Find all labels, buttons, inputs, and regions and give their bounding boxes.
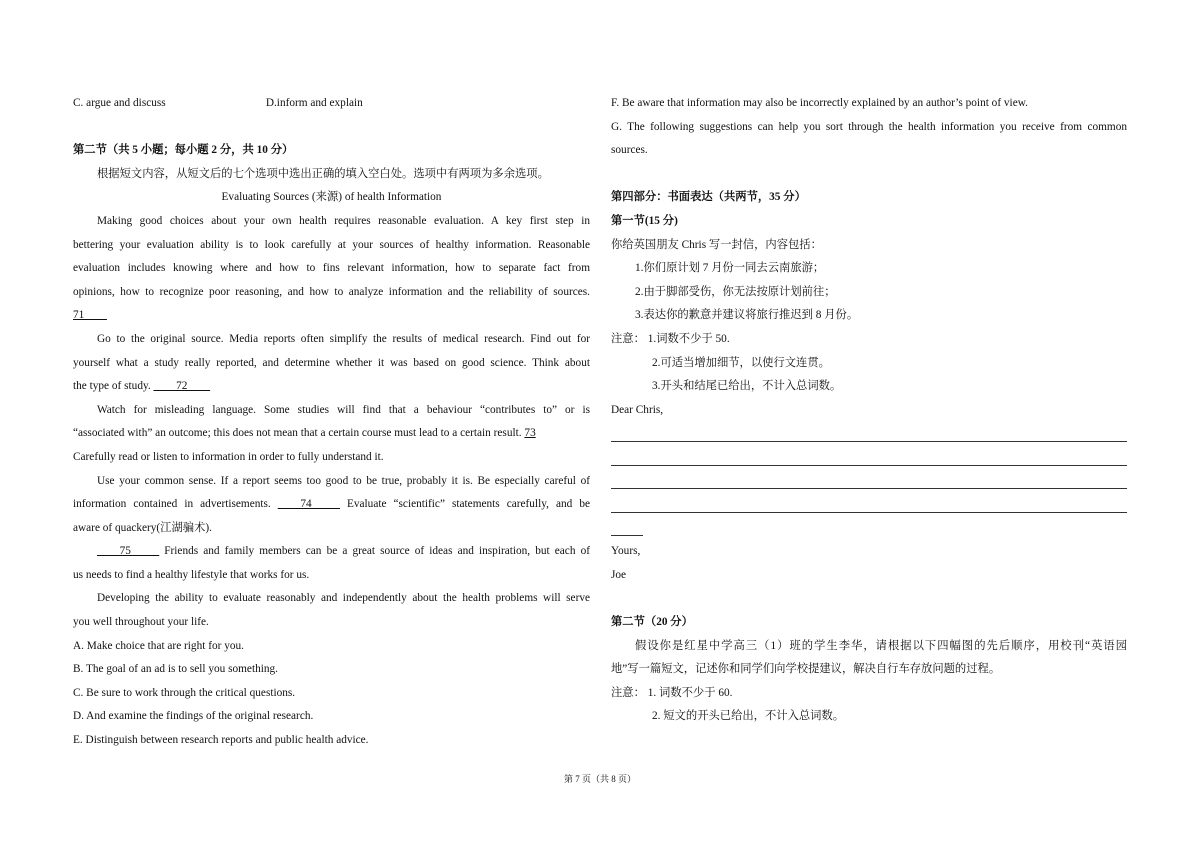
passage-line: bettering your evaluation ability is to look carefully at your sources of healthy information. Reasonable	[73, 238, 590, 251]
section2-prompt: 假设你是红星中学高三（1）班的学生李华，请根据以下四幅图的先后顺序，用校刊“英语园	[635, 639, 1127, 652]
section2-instruction: 根据短文内容，从短文后的七个选项中选出正确的填入空白处。选项中有两项为多余选项。	[97, 167, 549, 180]
answer-option-d: D. And examine the findings of the original research.	[73, 710, 314, 723]
passage-line: us needs to find a healthy lifestyle that works for us.	[73, 568, 310, 581]
option-c: C. argue and discuss	[73, 97, 166, 109]
passage-line: yourself what a study really reported, and determine whether it was based on good science. Think about	[73, 356, 590, 369]
answer-option-g: G. The following suggestions can help you sort through the health information you receive from common	[611, 120, 1127, 133]
section2-note-2: 2. 短文的开头已给出，不计入总词数。	[652, 710, 845, 723]
answer-option-b: B. The goal of an ad is to sell you something.	[73, 663, 278, 676]
passage-line	[73, 422, 590, 446]
section1-note-2: 2.可适当增加细节，以使行文连贯。	[652, 356, 830, 369]
note-label: 注意：	[611, 686, 645, 699]
passage-paragraph-2: Go to the original source. Media reports often simplify the results of medical research. Find out for	[97, 332, 590, 345]
passage-paragraph-5	[73, 540, 590, 564]
passage-text: information contained in advertisements.	[73, 498, 271, 511]
passage-paragraph-1: Making good choices about your own health requires reasonable evaluation. A key first step in	[97, 214, 590, 227]
spacer	[611, 163, 1127, 187]
note-text: 1. 词数不少于 60.	[647, 686, 733, 699]
passage-line: evaluation includes knowing where and how to fins relevant information, how to separate fact from	[73, 262, 590, 275]
blank-74: ____74_____	[277, 498, 340, 511]
page-footer: 第 7 页（共 8 页）	[563, 774, 636, 784]
spacer	[73, 116, 590, 140]
answer-option-e: E. Distinguish between research reports and public health advice.	[73, 734, 369, 747]
writing-line-short	[611, 517, 643, 541]
section2-note-1	[611, 682, 1127, 706]
section1-point-3: 3.表达你的歉意并建议将旅行推迟到 8 月份。	[635, 309, 859, 322]
blank-73: 73	[524, 427, 536, 440]
left-column	[73, 92, 590, 753]
passage-line	[73, 375, 590, 399]
answer-option-f: F. Be aware that information may also be incorrectly explained by an author’s point of view.	[611, 97, 1028, 109]
blank-75: ____75_____	[97, 545, 160, 558]
section1-point-1: 1.你们原计划 7 月份一同去云南旅游；	[635, 262, 825, 275]
letter-signature: Joe	[611, 568, 627, 581]
section2-prompt-continued: 地”写一篇短文，记述你和同学们向学校提建议，解决自行车存放问题的过程。	[611, 663, 1001, 676]
question-options-row	[73, 92, 590, 116]
passage-line: opinions, how to recognize poor reasoning, and how to analyze information and the reliability of sources.	[73, 285, 590, 298]
section2-title: 第二节（共 5 小题；每小题 2 分，共 10 分）	[73, 144, 294, 157]
section2-writing-title: 第二节（20 分）	[611, 616, 693, 629]
answer-option-c: C. Be sure to work through the critical questions.	[73, 686, 296, 699]
note-text: 1.词数不少于 50.	[647, 332, 730, 345]
writing-line	[611, 446, 1127, 470]
part4-title: 第四部分：书面表达（共两节，35 分）	[611, 191, 806, 204]
answer-option-g-continued: sources.	[611, 144, 648, 157]
passage-line: you well throughout your life.	[73, 616, 209, 629]
passage-text: Evaluate “scientific” statements carefully, and be	[346, 498, 590, 511]
passage-paragraph-4: Use your common sense. If a report seems too good to be true, probably it is. Be especially careful of	[97, 474, 590, 487]
letter-closing: Yours,	[611, 545, 641, 558]
section1-intro: 你给英国朋友 Chris 写一封信，内容包括：	[611, 238, 822, 251]
section1-point-2: 2.由于脚部受伤，你无法按原计划前往；	[635, 285, 836, 298]
blank-71: 71____	[73, 309, 107, 322]
passage-title: Evaluating Sources (来源) of health Information	[221, 191, 442, 204]
option-d: D.inform and explain	[265, 97, 363, 109]
passage-paragraph-6: Developing the ability to evaluate reasonably and independently about the health problems will serve	[97, 592, 590, 605]
spacer	[611, 587, 1127, 611]
note-label: 注意：	[611, 332, 645, 345]
passage-text: “associated with” an outcome; this does not mean that a certain course must lead to a certain result.	[73, 427, 522, 440]
passage-line: Carefully read or listen to information in order to fully understand it.	[73, 450, 384, 463]
passage-line: aware of quackery(江湖骗术).	[73, 521, 212, 534]
writing-line	[611, 493, 1127, 517]
writing-line	[611, 470, 1127, 494]
passage-text: Friends and family members can be a great source of ideas and inspiration, but each of	[164, 545, 590, 558]
right-column	[611, 92, 1127, 729]
writing-line	[611, 422, 1127, 446]
section1-title: 第一节(15 分)	[611, 214, 678, 227]
passage-text: the type of study.	[73, 380, 151, 393]
answer-option-a: A. Make choice that are right for you.	[73, 639, 244, 652]
blank-72: ____72____	[153, 380, 211, 393]
section1-note-3: 3.开头和结尾已给出，不计入总词数。	[652, 380, 842, 393]
passage-paragraph-3: Watch for misleading language. Some studies will find that a behaviour “contributes to” or is	[97, 403, 590, 416]
passage-line	[73, 493, 590, 517]
letter-greeting: Dear Chris,	[611, 403, 664, 416]
section1-note-1	[611, 328, 1127, 352]
